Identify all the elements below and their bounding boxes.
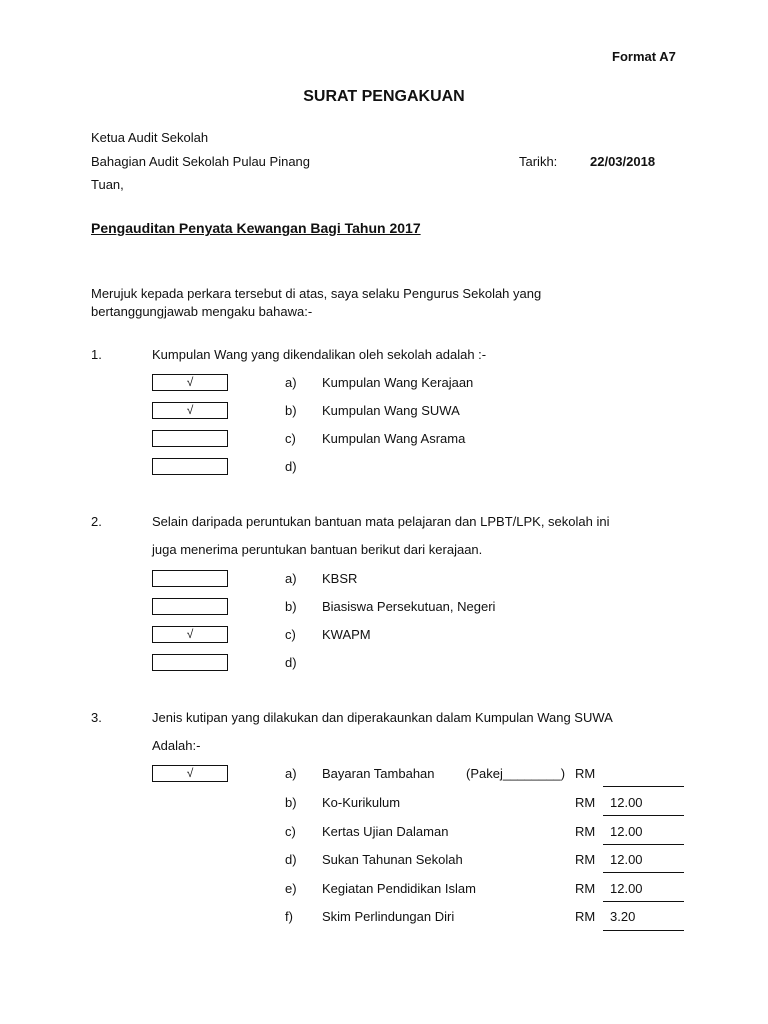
q3-text-line-2: Adalah:- [152, 738, 201, 753]
amount-line [603, 815, 684, 816]
q1-number: 1. [91, 347, 102, 362]
amount-line [603, 872, 684, 873]
currency-label: RM [575, 795, 596, 810]
option-letter: a) [285, 375, 297, 390]
amount-value: 12.00 [610, 852, 643, 867]
item-letter: d) [285, 852, 297, 867]
amount-line [603, 930, 684, 931]
subject-heading: Pengauditan Penyata Kewangan Bagi Tahun 2017 [91, 220, 421, 236]
option-letter: d) [285, 655, 297, 670]
amount-line [603, 844, 684, 845]
currency-label: RM [575, 824, 596, 839]
item-label: Bayaran Tambahan [322, 766, 435, 781]
option-label: KWAPM [322, 627, 371, 642]
amount-line [603, 901, 684, 902]
checkbox-q3-a[interactable]: √ [152, 765, 228, 782]
pakej-blank[interactable]: (Pakej________) [466, 766, 566, 781]
item-label: Skim Perlindungan Diri [322, 909, 455, 924]
amount-value: 12.00 [610, 824, 643, 839]
item-label: Kertas Ujian Dalaman [322, 824, 449, 839]
item-letter: b) [285, 795, 297, 810]
salutation: Tuan, [91, 177, 124, 192]
amount-line [603, 786, 684, 787]
checkbox-q1-c[interactable] [152, 430, 228, 447]
option-label: Biasiswa Persekutuan, Negeri [322, 599, 496, 614]
q2-text-line-1: Selain daripada peruntukan bantuan mata pelajaran dan LPBT/LPK, sekolah ini [152, 514, 610, 529]
option-letter: c) [285, 627, 296, 642]
q1-text: Kumpulan Wang yang dikendalikan oleh sekolah adalah :- [152, 347, 487, 362]
recipient-line-2: Bahagian Audit Sekolah Pulau Pinang [91, 154, 311, 169]
q2-text-line-2: juga menerima peruntukan bantuan berikut dari kerajaan. [152, 542, 483, 557]
currency-label: RM [575, 766, 596, 781]
item-letter: c) [285, 824, 296, 839]
item-label: Sukan Tahunan Sekolah [322, 852, 463, 867]
checkbox-q2-c[interactable]: √ [152, 626, 228, 643]
recipient-line-1: Ketua Audit Sekolah [91, 130, 209, 145]
format-label: Format A7 [612, 49, 676, 64]
option-label: KBSR [322, 571, 358, 586]
document-title: SURAT PENGAKUAN [303, 88, 465, 105]
currency-label: RM [575, 852, 596, 867]
checkbox-q1-a[interactable]: √ [152, 374, 228, 391]
amount-value: 3.20 [610, 909, 636, 924]
checkbox-q2-b[interactable] [152, 598, 228, 615]
checkbox-q2-d[interactable] [152, 654, 228, 671]
item-label: Kegiatan Pendidikan Islam [322, 881, 476, 896]
checkbox-q2-a[interactable] [152, 570, 228, 587]
option-letter: b) [285, 403, 297, 418]
intro-line-1: Merujuk kepada perkara tersebut di atas, saya selaku Pengurus Sekolah yang [91, 286, 542, 301]
item-letter: f) [285, 909, 293, 924]
date-value: 22/03/2018 [590, 154, 656, 169]
item-label: Ko-Kurikulum [322, 795, 401, 810]
currency-label: RM [575, 909, 596, 924]
q2-number: 2. [91, 514, 102, 529]
option-letter: b) [285, 599, 297, 614]
checkbox-q1-b[interactable]: √ [152, 402, 228, 419]
item-letter: e) [285, 881, 297, 896]
checkbox-q1-d[interactable] [152, 458, 228, 475]
amount-value: 12.00 [610, 795, 643, 810]
amount-value: 12.00 [610, 881, 643, 896]
item-letter: a) [285, 766, 297, 781]
option-label: Kumpulan Wang SUWA [322, 403, 460, 418]
currency-label: RM [575, 881, 596, 896]
q3-text-line-1: Jenis kutipan yang dilakukan dan diperakaunkan dalam Kumpulan Wang SUWA [152, 710, 613, 725]
option-letter: d) [285, 459, 297, 474]
option-label: Kumpulan Wang Asrama [322, 431, 466, 446]
option-label: Kumpulan Wang Kerajaan [322, 375, 474, 390]
q3-number: 3. [91, 710, 102, 725]
option-letter: a) [285, 571, 297, 586]
date-label: Tarikh: [519, 154, 558, 169]
intro-line-2: bertanggungjawab mengaku bahawa:- [91, 304, 313, 319]
option-letter: c) [285, 431, 296, 446]
